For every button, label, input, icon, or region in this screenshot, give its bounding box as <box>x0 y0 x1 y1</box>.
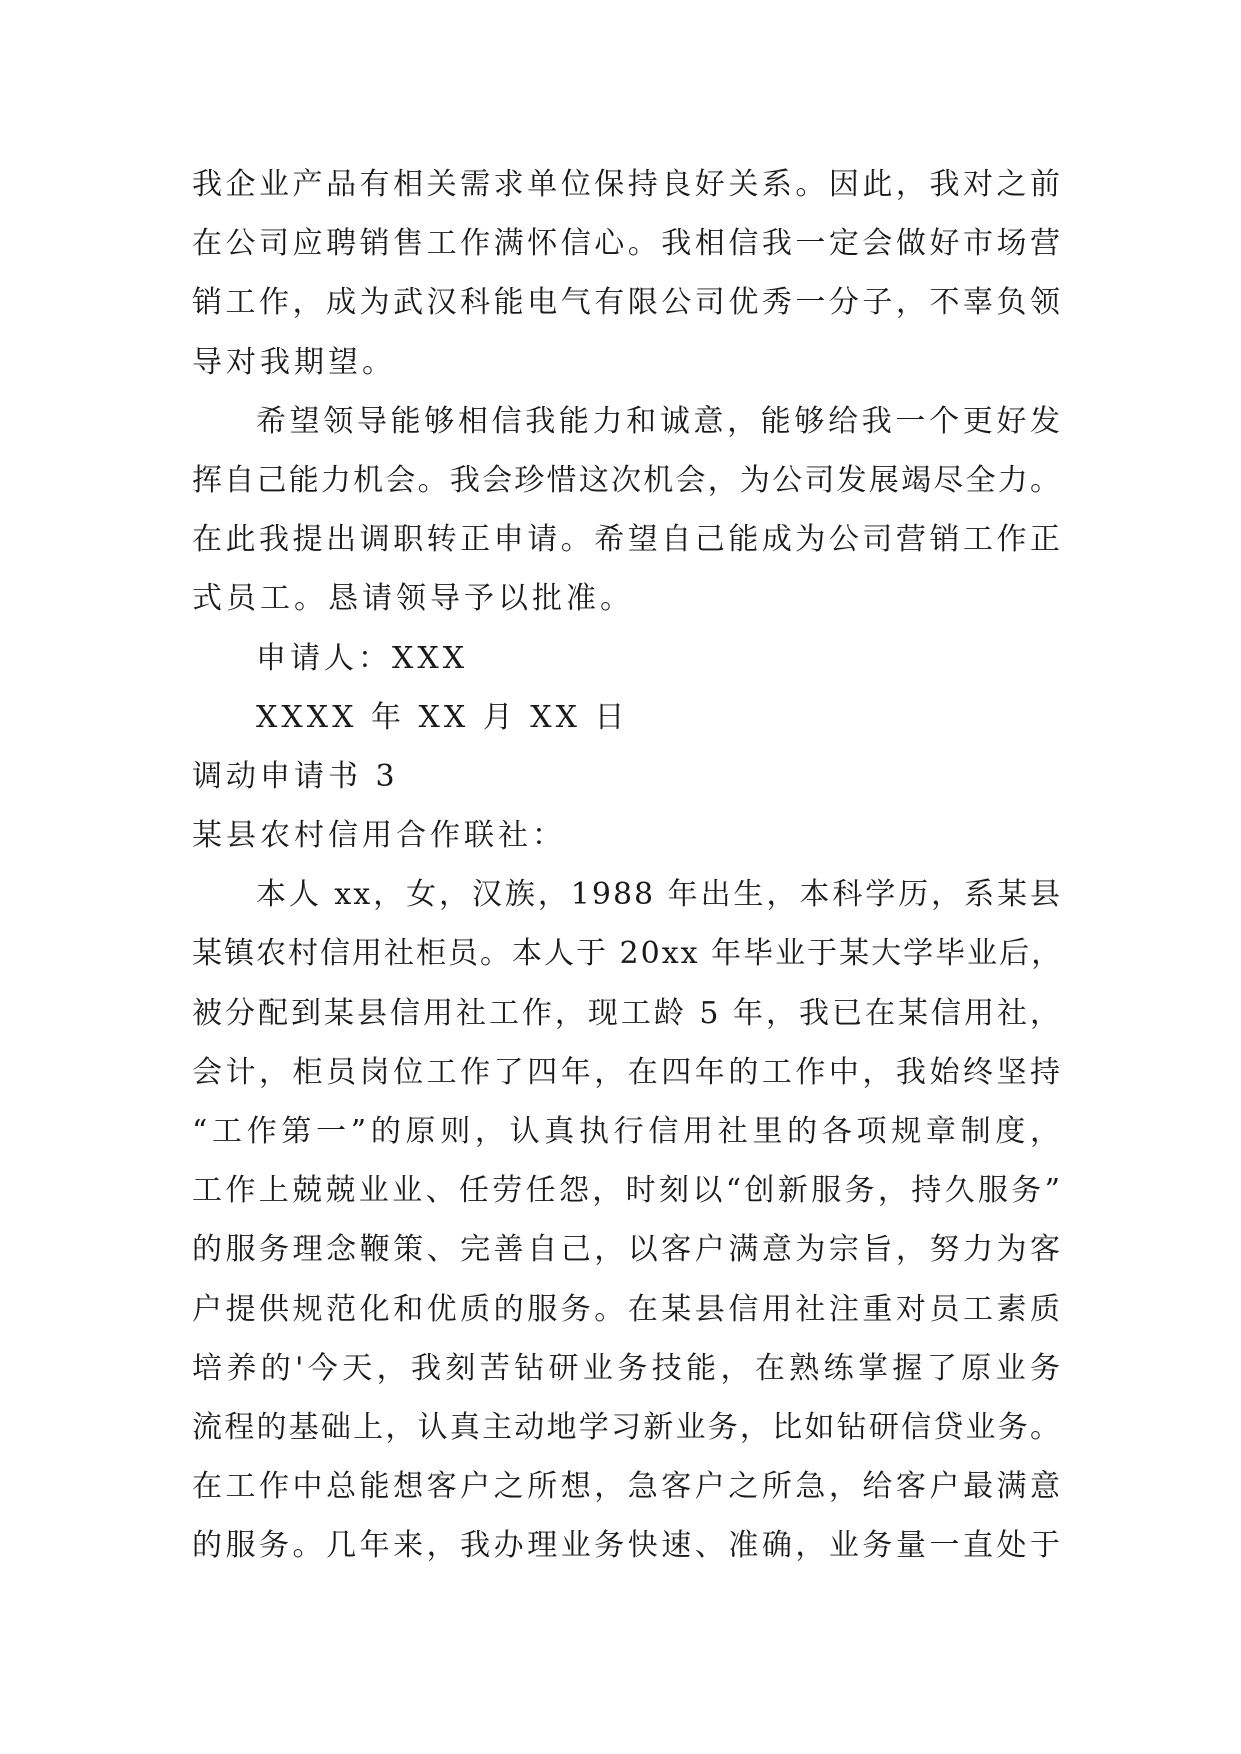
text-line: 工作上兢兢业业、任劳任怨，时刻以“创新服务，持久服务” <box>192 1173 1062 1209</box>
text-line: 在此我提出调职转正申请。希望自己能成为公司营销工作正 <box>192 522 1062 558</box>
text-line: 希望领导能够相信我能力和诚意，能够给我一个更好发 <box>256 403 1062 439</box>
text-line: 挥自己能力机会。我会珍惜这次机会，为公司发展竭尽全力。 <box>192 462 1062 498</box>
text-line: 本人 xx，女，汉族，1988 年出生，本科学历，系某县 <box>256 877 1062 913</box>
text-line: 式员工。恳请领导予以批准。 <box>192 581 634 617</box>
text-line: 在公司应聘销售工作满怀信心。我相信我一定会做好市场营 <box>192 226 1062 262</box>
document-body <box>192 155 1062 1576</box>
text-line: 会计，柜员岗位工作了四年，在四年的工作中，我始终坚持 <box>192 1054 1062 1090</box>
text-line: 导对我期望。 <box>192 344 396 380</box>
text-line: 销工作，成为武汉科能电气有限公司优秀一分子，不辜负领 <box>192 285 1062 321</box>
text-line: 申请人：XXX <box>256 640 469 676</box>
text-line: 某镇农村信用社柜员。本人于 20xx 年毕业于某大学毕业后， <box>192 936 1064 972</box>
text-line: 的服务理念鞭策、完善自己，以客户满意为宗旨，努力为客 <box>192 1232 1062 1268</box>
text-line: 的服务。几年来，我办理业务快速、准确，业务量一直处于 <box>192 1528 1062 1564</box>
text-line: 培养的'今天，我刻苦钻研业务技能，在熟练掌握了原业务 <box>192 1350 1062 1386</box>
text-line: 某县农村信用合作联社： <box>192 818 566 854</box>
text-line: “工作第一”的原则，认真执行信用社里的各项规章制度， <box>192 1114 1062 1149</box>
text-line: 被分配到某县信用社工作，现工龄 5 年，我已在某信用社， <box>192 995 1062 1031</box>
text-line: 流程的基础上，认真主动地学习新业务，比如钻研信贷业务。 <box>192 1409 1062 1445</box>
text-line: 我企业产品有相关需求单位保持良好关系。因此，我对之前 <box>192 167 1062 202</box>
text-line: XXXX 年 XX 月 XX 日 <box>256 699 629 735</box>
text-line: 在工作中总能想客户之所想，急客户之所急，给客户最满意 <box>192 1469 1062 1505</box>
text-line: 户提供规范化和优质的服务。在某县信用社注重对员工素质 <box>192 1291 1062 1327</box>
text-line: 调动申请书 3 <box>192 758 399 794</box>
